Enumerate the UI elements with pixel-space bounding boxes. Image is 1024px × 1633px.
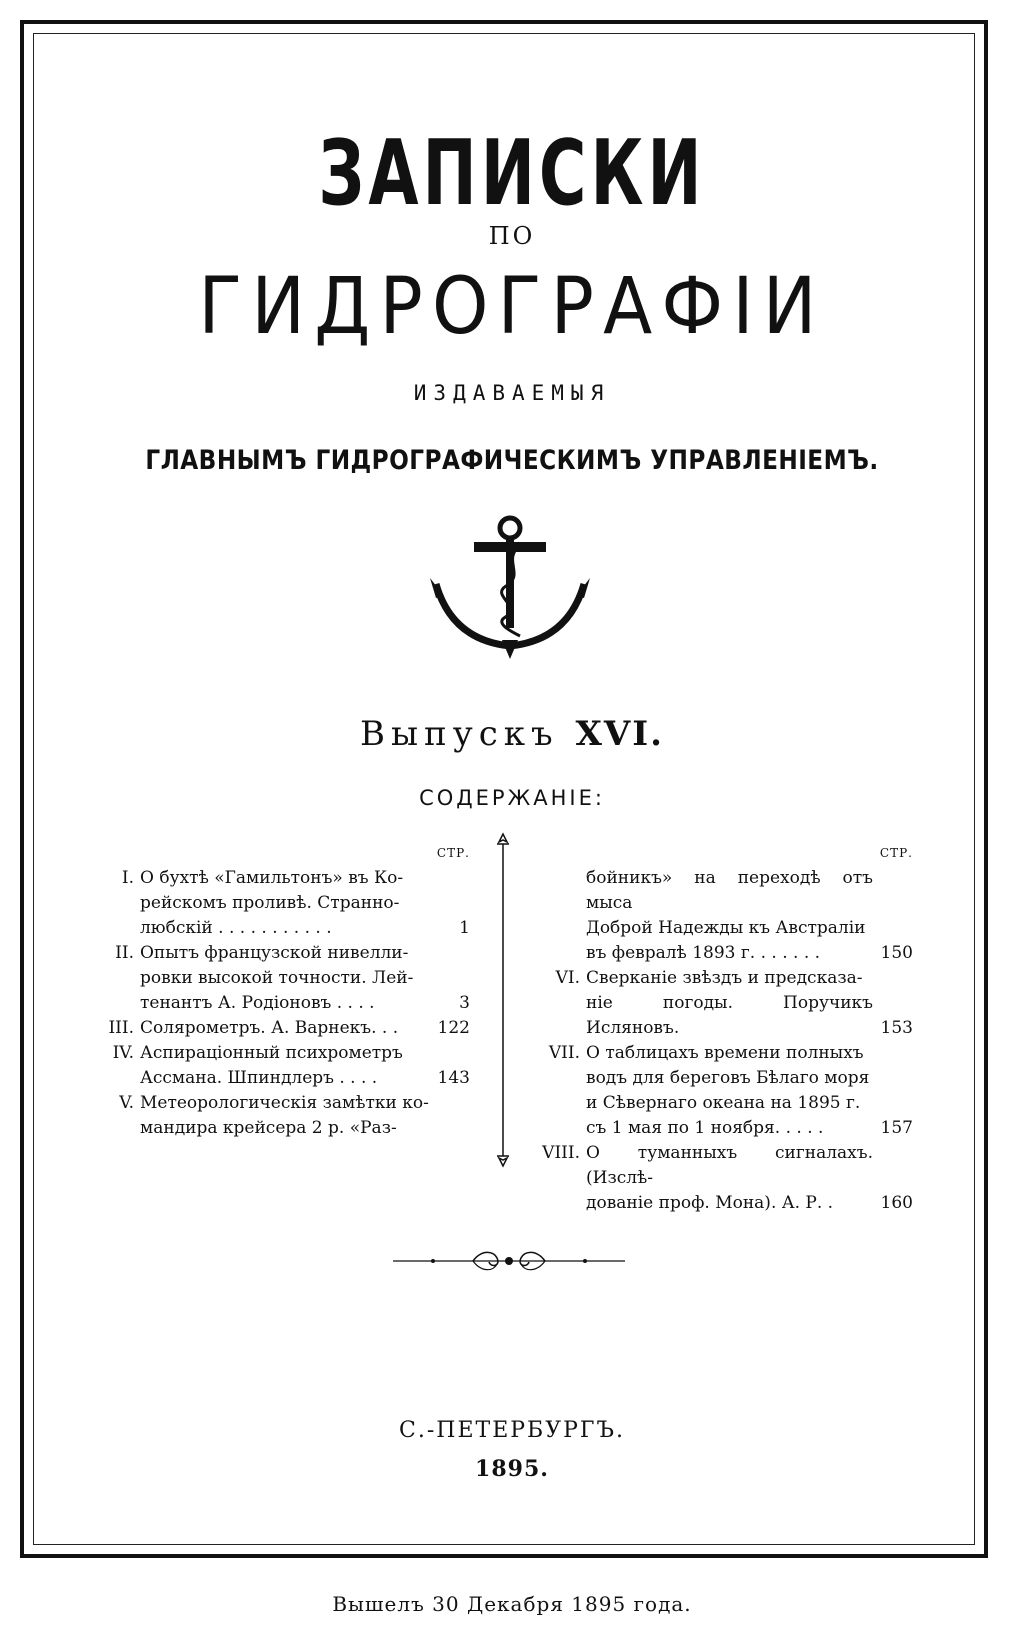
contents-entry: [100, 866, 470, 941]
published-by: ИЗДАВАЕМЫЯ: [413, 381, 611, 405]
entry-line: любскій . . . . . . . . . . .: [140, 918, 332, 938]
contents-heading: СОДЕРЖАНІЕ:: [419, 786, 605, 810]
entry-text: [586, 1141, 873, 1216]
entry-page: 153: [880, 1018, 913, 1038]
issue-number: XVI.: [575, 714, 664, 754]
entry-page: 157: [880, 1118, 913, 1138]
entry-line: водъ для береговъ Бѣлаго моря: [586, 1068, 870, 1088]
contents-left-column: [100, 846, 470, 1141]
entry-line: Ассмана. Шпиндлеръ . . . .: [140, 1068, 378, 1088]
entry-line: ніе погоды. Поручикъ Исляновъ.: [586, 993, 873, 1038]
entry-line: Опытъ французской нивелли-: [140, 943, 409, 963]
entry-number: VIII.: [542, 1143, 580, 1163]
contents-entry: [100, 1041, 470, 1091]
entry-line: тенантъ А. Родіоновъ . . . .: [140, 993, 375, 1013]
entry-text: [586, 866, 873, 966]
entry-line: и Сѣвернаго океана на 1895 г.: [586, 1093, 861, 1113]
contents-entry: [100, 1091, 470, 1141]
entry-number: VII.: [548, 1043, 580, 1063]
entry-page: 1: [459, 918, 470, 938]
entry-line: въ февралѣ 1893 г. . . . . . .: [586, 943, 821, 963]
entry-line: Аспираціонный психрометръ: [140, 1043, 403, 1063]
entry-page: 143: [437, 1068, 470, 1088]
entry-number: IV.: [112, 1043, 134, 1063]
contents-entry: [530, 866, 913, 966]
contents-entry: [530, 1041, 913, 1141]
entry-number: III.: [108, 1018, 134, 1038]
entry-number: V.: [119, 1093, 134, 1113]
publication-year: 1895.: [475, 1456, 549, 1482]
journal-title: ЗАПИСКИ: [318, 120, 706, 225]
publication-place: С.-ПЕТЕРБУРГЪ.: [399, 1418, 625, 1443]
column-divider: [493, 830, 513, 1170]
entry-line: рейскомъ проливѣ. Странно-: [140, 893, 400, 913]
entry-line: О туманныхъ сигналахъ. (Изслѣ-: [586, 1143, 873, 1188]
issue-heading: [0, 714, 1024, 754]
entry-text: [140, 866, 430, 941]
entry-line: Сверканіе звѣздъ и предсказа-: [586, 968, 863, 988]
entry-page: 122: [437, 1018, 470, 1038]
entry-text: [140, 1016, 430, 1041]
entry-text: [140, 1041, 430, 1091]
journal-subject: ГИДРОГРАФІИ: [198, 262, 826, 352]
entry-number: VI.: [555, 968, 580, 988]
entry-text: [140, 941, 430, 1016]
anchor-icon: [430, 514, 590, 659]
entry-text: [586, 1041, 873, 1141]
release-date: Вышелъ 30 Декабря 1895 года.: [332, 1592, 692, 1616]
page-column-label: СТР.: [436, 846, 470, 860]
contents-right-column: [530, 846, 913, 1216]
entry-line: мандира крейсера 2 р. «Раз-: [140, 1118, 397, 1138]
entry-number: I.: [121, 868, 134, 888]
page-column-label: СТР.: [879, 846, 913, 860]
contents-entry: [100, 941, 470, 1016]
entry-line: съ 1 мая по 1 ноября. . . . .: [586, 1118, 824, 1138]
entry-line: Доброй Надежды къ Австраліи: [586, 918, 866, 938]
publisher-name: ГЛАВНЫМЪ ГИДРОГРАФИЧЕСКИМЪ УПРАВЛЕНІЕМЪ.: [145, 445, 879, 476]
entry-text: [140, 1091, 430, 1141]
entry-line: ровки высокой точности. Лей-: [140, 968, 414, 988]
contents-entry: [530, 966, 913, 1041]
entry-line: Солярометръ. А. Варнекъ. . .: [140, 1018, 399, 1038]
entry-line: Метеорологическія замѣтки ко-: [140, 1093, 429, 1113]
entry-line: О бухтѣ «Гамильтонъ» въ Ко-: [140, 868, 404, 888]
entry-line: бойникъ» на переходѣ отъ мыса: [586, 868, 873, 913]
entry-number: II.: [115, 943, 134, 963]
entry-line: дованіе проф. Мона). А. Р. .: [586, 1193, 834, 1213]
entry-page: 3: [459, 993, 470, 1013]
title-preposition: ПО: [488, 222, 536, 250]
contents-entry: [100, 1016, 470, 1041]
contents-entry: [530, 1141, 913, 1216]
decorative-ornament: [393, 1246, 625, 1276]
entry-page: 150: [880, 943, 913, 963]
entry-page: 160: [880, 1193, 913, 1213]
entry-line: О таблицахъ времени полныхъ: [586, 1043, 864, 1063]
issue-label: Выпускъ: [360, 714, 559, 754]
entry-text: [586, 966, 873, 1041]
